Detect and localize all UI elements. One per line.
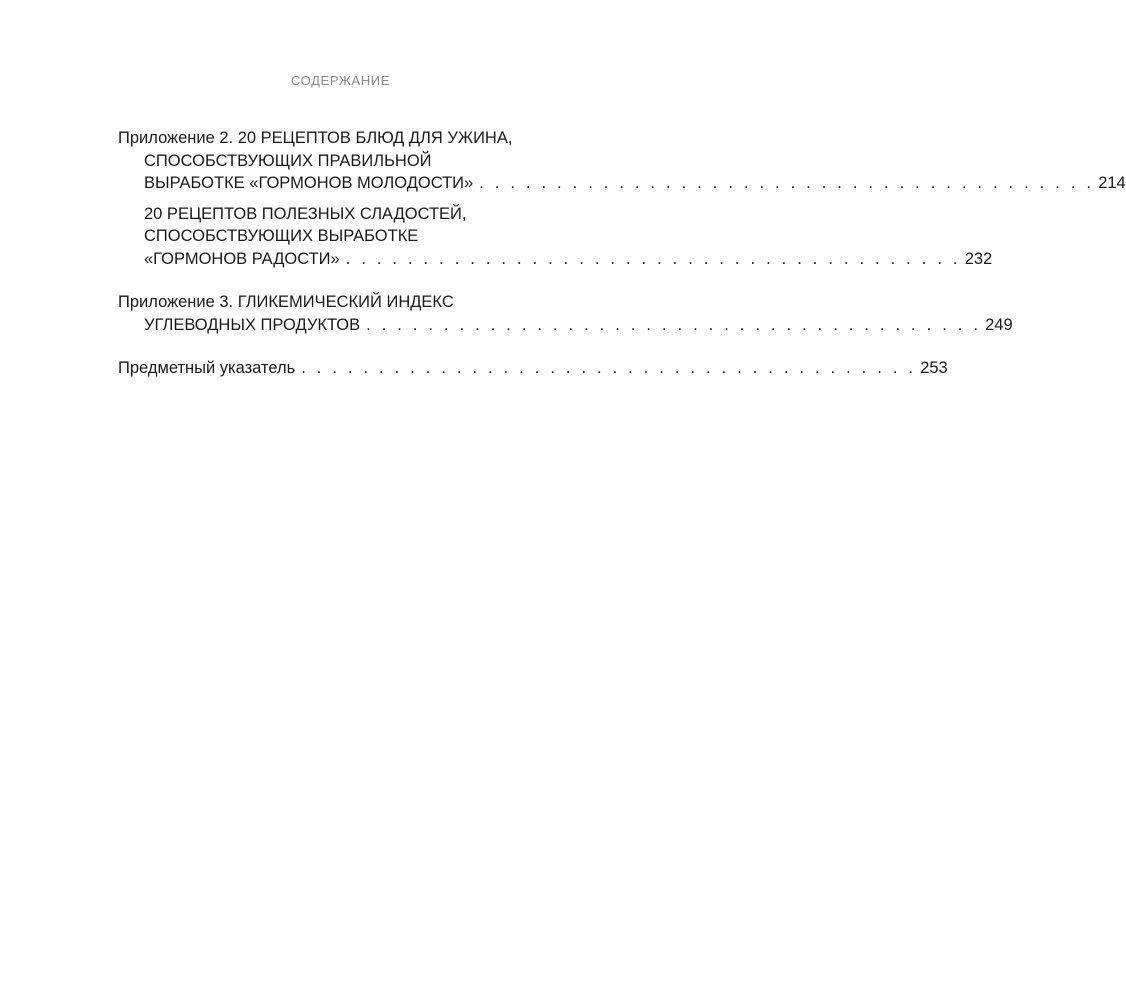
toc-entry-title-line: УГЛЕВОДНЫХ ПРОДУКТОВ xyxy=(144,315,361,334)
toc-entry-title-line: Предметный указатель xyxy=(118,359,296,377)
toc-page-number: 253 xyxy=(920,359,948,377)
toc-entry-last-line xyxy=(118,248,993,271)
toc-entry-title-line: СПОСОБСТВУЮЩИХ ВЫРАБОТКЕ xyxy=(144,227,419,245)
toc-entry-title-line: СПОСОБСТВУЮЩИХ ПРАВИЛЬНОЙ xyxy=(144,151,432,170)
toc-entry-title-line: 20 РЕЦЕПТОВ ПОЛЕЗНЫХ СЛАДОСТЕЙ, xyxy=(144,204,467,223)
toc-entry-title-line: Приложение 3. ГЛИКЕМИЧЕСКИЙ ИНДЕКС xyxy=(118,293,454,311)
toc-entry-appendix-2 xyxy=(118,127,1126,195)
toc-page-number: 214 xyxy=(1098,174,1126,192)
toc-entry-sweets xyxy=(118,203,993,271)
dot-leader: . . . . . . . . . . . . . . . . . . . . . . . . . . . . . . . . . . . . . . . . xyxy=(301,359,917,377)
toc-entry-title-line: «ГОРМОНОВ РАДОСТИ» xyxy=(144,249,340,268)
toc-page-number: 232 xyxy=(964,249,993,268)
toc-entry-last-line xyxy=(118,357,948,380)
toc-entry-subject-index xyxy=(118,357,948,380)
toc-entry-appendix-3 xyxy=(118,291,1013,336)
running-head: СОДЕРЖАНИЕ xyxy=(290,73,390,88)
toc-entry-title-line: ВЫРАБОТКЕ «ГОРМОНОВ МОЛОДОСТИ» xyxy=(144,174,474,192)
dot-leader: . . . . . . . . . . . . . . . . . . . . . . . . . . . . . . . . . . . . . . . . xyxy=(479,174,1095,192)
toc-entry-last-line xyxy=(118,314,1013,337)
dot-leader: . . . . . . . . . . . . . . . . . . . . . . . . . . . . . . . . . . . . . . . . xyxy=(366,315,982,334)
table-of-contents xyxy=(118,127,1126,380)
dot-leader: . . . . . . . . . . . . . . . . . . . . . . . . . . . . . . . . . . . . . . . . xyxy=(345,249,961,268)
toc-entry-title-line: Приложение 2. 20 РЕЦЕПТОВ БЛЮД ДЛЯ УЖИНА, xyxy=(118,129,513,147)
toc-page-number: 249 xyxy=(985,315,1013,334)
toc-entry-last-line xyxy=(118,172,1126,195)
